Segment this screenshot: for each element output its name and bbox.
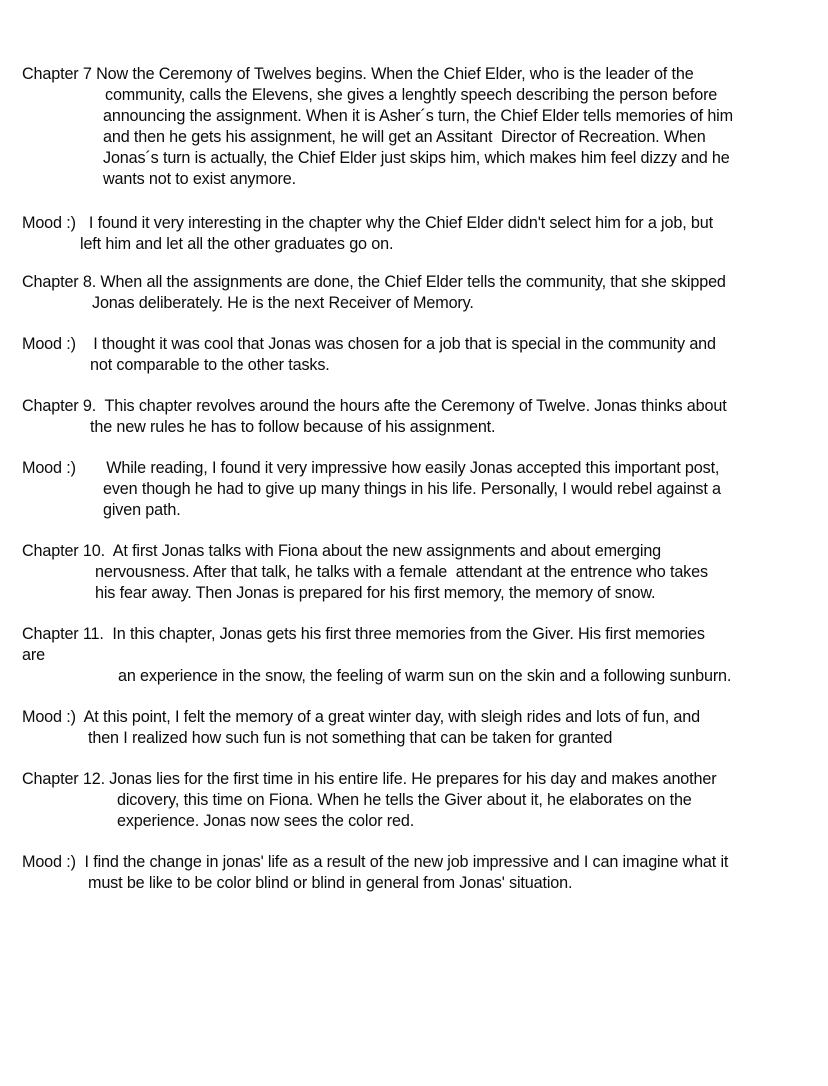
text-line: dicovery, this time on Fiona. When he tells the Giver about it, he elaborates on the [117,791,692,809]
text-line: announcing the assignment. When it is Asher´s turn, the Chief Elder tells memories of him [103,107,733,125]
text-line: Jonas deliberately. He is the next Receiver of Memory. [92,294,474,312]
text-line: must be like to be color blind or blind in general from Jonas' situation. [88,874,573,892]
text-line: are [22,646,45,664]
text-line: not comparable to the other tasks. [90,356,330,374]
text-line: experience. Jonas now sees the color red. [117,812,415,830]
text-line: wants not to exist anymore. [103,170,296,188]
text-line: Mood :) I thought it was cool that Jonas was chosen for a job that is special in the community and [22,335,716,353]
text-line: Chapter 12. Jonas lies for the first time in his entire life. He prepares for his day and makes another [22,770,717,788]
text-line: an experience in the snow, the feeling of warm sun on the skin and a following sunburn. [118,667,732,685]
text-line: his fear away. Then Jonas is prepared for his first memory, the memory of snow. [95,584,656,602]
text-line: the new rules he has to follow because of his assignment. [90,418,496,436]
text-line: Chapter 8. When all the assignments are done, the Chief Elder tells the community, that she skipped [22,273,726,291]
text-line: nervousness. After that talk, he talks with a female attendant at the entrence who takes [95,563,708,581]
text-line: Chapter 7 Now the Ceremony of Twelves begins. When the Chief Elder, who is the leader of the [22,65,694,83]
text-line: left him and let all the other graduates go on. [80,235,394,253]
text-line: even though he had to give up many things in his life. Personally, I would rebel against a [103,480,721,498]
text-line: then I realized how such fun is not something that can be taken for granted [88,729,613,747]
text-line: Jonas´s turn is actually, the Chief Elder just skips him, which makes him feel dizzy and he [103,149,730,167]
text-line: Chapter 11. In this chapter, Jonas gets his first three memories from the Giver. His first memories [22,625,705,643]
text-line: Mood :) I find the change in jonas' life as a result of the new job impressive and I can imagine what it [22,853,729,871]
text-line: given path. [103,501,181,519]
text-line: Mood :) At this point, I felt the memory of a great winter day, with sleigh rides and lots of fun, and [22,708,700,726]
text-line: Chapter 10. At first Jonas talks with Fiona about the new assignments and about emerging [22,542,662,560]
text-line: community, calls the Elevens, she gives a lenghtly speech describing the person before [105,86,718,104]
text-line: and then he gets his assignment, he will get an Assitant Director of Recreation. When [103,128,706,146]
text-line: Mood :) I found it very interesting in the chapter why the Chief Elder didn't select him for a job, but [22,214,713,232]
text-line: Mood :) While reading, I found it very impressive how easily Jonas accepted this important post, [22,459,720,477]
text-line: Chapter 9. This chapter revolves around the hours afte the Ceremony of Twelve. Jonas thinks about [22,397,727,415]
